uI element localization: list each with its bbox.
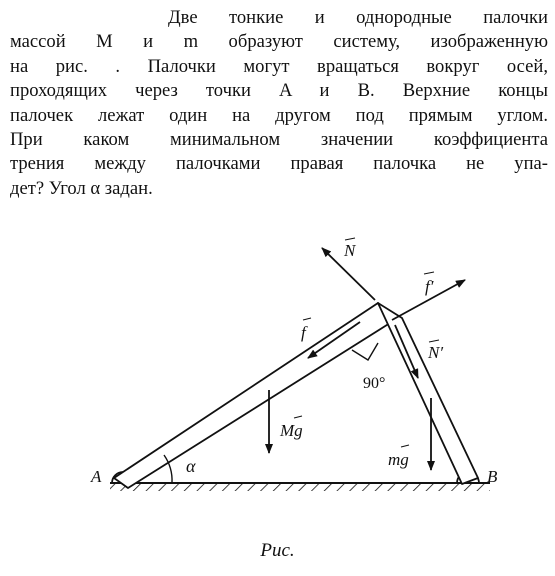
- problem-line: При каком минимальном значении коэффициента: [10, 129, 548, 151]
- problem-line: дет? Угол α задан.: [10, 177, 153, 199]
- vec-bar-n: [345, 238, 355, 240]
- problem-line: трения между палочками правая палочка не упа-: [10, 153, 548, 175]
- label-mg-right: mg: [388, 450, 409, 469]
- right-angle-marker: [352, 343, 378, 360]
- label-n: N: [344, 241, 356, 260]
- vec-bar-mg-right: [401, 445, 409, 447]
- problem-text: [10, 6, 548, 201]
- label-angle: α: [186, 456, 196, 476]
- vec-bar-f: [303, 318, 311, 320]
- label-f: f: [301, 323, 306, 342]
- label-right-angle: 90°: [363, 375, 386, 392]
- label-f-prime: f′: [425, 277, 434, 296]
- label-mg-left: Mg: [280, 421, 303, 440]
- vec-bar-mg-left: [294, 416, 302, 418]
- physics-diagram: [0, 228, 555, 528]
- vec-bar-n-prime: [429, 340, 439, 342]
- vec-bar-f-prime: [424, 272, 434, 274]
- problem-line: Две тонкие и однородные палочки: [168, 7, 548, 28]
- problem-line: палочек лежат один на другом под прямым углом.: [10, 104, 548, 126]
- problem-line: на рис. . Палочки могут вращаться вокруг осей,: [10, 55, 548, 77]
- label-point-a: A: [91, 467, 102, 486]
- label-n-prime: N′: [428, 343, 444, 362]
- label-point-b: B: [487, 467, 498, 486]
- ground: [110, 483, 490, 491]
- problem-line: проходящих через точки A и B. Верхние концы: [10, 80, 548, 102]
- problem-line: массой M и m образуют систему, изображенную: [10, 31, 548, 53]
- figure-caption: Рис.: [260, 540, 295, 561]
